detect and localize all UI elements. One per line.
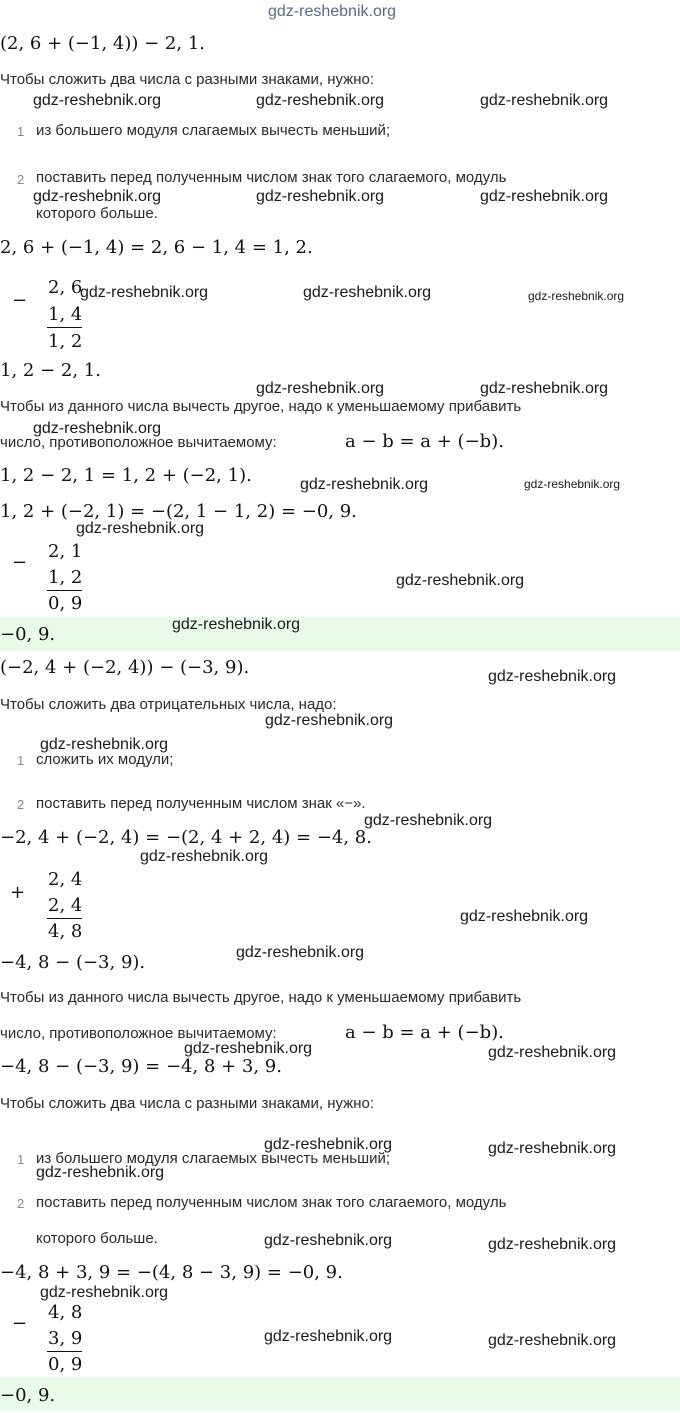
part2-sub-rule-a: Чтобы из данного числа вычесть другое, надо к уменьшаемому прибавить xyxy=(0,989,522,1006)
part2-col2-result: 0, 9 xyxy=(48,1354,83,1375)
part2-rule2-step2-text: поставить перед полученным числом знак того слагаемого, модуль xyxy=(36,1194,507,1211)
part2-step1-number: 1 xyxy=(17,753,25,768)
part1-expression: (2, 6 + (−1, 4)) − 2, 1. xyxy=(0,33,205,54)
watermark: gdz-reshebnik.org xyxy=(396,572,525,589)
watermark: gdz-reshebnik.org xyxy=(172,616,301,633)
part2-rule2-title: Чтобы сложить два числа с разными знаками, нужно: xyxy=(0,1095,374,1112)
watermark: gdz-reshebnik.org xyxy=(528,289,625,303)
watermark: gdz-reshebnik.org xyxy=(265,712,394,729)
watermark: gdz-reshebnik.org xyxy=(184,1040,313,1057)
part2-rule2-step1-number: 1 xyxy=(17,1152,25,1167)
watermark: gdz-reshebnik.org xyxy=(256,92,385,109)
watermark: gdz-reshebnik.org xyxy=(264,1232,393,1249)
watermark: gdz-reshebnik.org xyxy=(480,188,609,205)
part2-step2-text: поставить перед полученным числом знак «−». xyxy=(36,795,366,812)
part2-rule2-step1-text: из большего модуля слагаемых вычесть меньший; xyxy=(36,1150,391,1167)
watermark: gdz-reshebnik.org xyxy=(264,1136,393,1153)
part2-col2-b: 3, 9 xyxy=(48,1328,83,1349)
part2-expression: (−2, 4 + (−2, 4)) − (−3, 9). xyxy=(0,657,250,678)
watermark: gdz-reshebnik.org xyxy=(76,520,205,537)
watermark: gdz-reshebnik.org xyxy=(488,1140,617,1157)
watermark: gdz-reshebnik.org xyxy=(256,380,385,397)
part1-col2-a: 2, 1 xyxy=(48,541,83,562)
part2-calc1: −2, 4 + (−2, 4) = −(2, 4 + 2, 4) = −4, 8. xyxy=(0,827,372,848)
part1-calc1: 2, 6 + (−1, 4) = 2, 6 − 1, 4 = 1, 2. xyxy=(0,237,313,258)
part1-step2-number: 2 xyxy=(17,172,25,187)
part1-col2-rule xyxy=(47,590,82,591)
watermark: gdz-reshebnik.org xyxy=(256,188,385,205)
answer-band-2 xyxy=(0,1377,680,1411)
part2-step1-text: сложить их модули; xyxy=(36,751,174,768)
watermark: gdz-reshebnik.org xyxy=(480,380,609,397)
watermark: gdz-reshebnik.org xyxy=(488,1236,617,1253)
part1-sub-rule-b: число, противоположное вычитаемому: xyxy=(0,434,277,451)
watermark: gdz-reshebnik.org xyxy=(80,284,209,301)
part2-col1-operator: + xyxy=(10,882,26,903)
watermark: gdz-reshebnik.org xyxy=(264,1328,393,1345)
part1-col1-operator: − xyxy=(12,290,28,311)
part2-rule2-step2-number: 2 xyxy=(17,1196,25,1211)
part2-rule-title: Чтобы сложить два отрицательных числа, надо: xyxy=(0,696,337,713)
watermark: gdz-reshebnik.org xyxy=(40,1284,169,1301)
watermark: gdz-reshebnik.org xyxy=(36,1164,165,1181)
watermark: gdz-reshebnik.org xyxy=(300,476,429,493)
part1-step2-continuation: которого больше. xyxy=(36,205,158,222)
part1-col1-rule xyxy=(47,327,82,328)
part1-col2-b: 1, 2 xyxy=(48,567,83,588)
answer-band-1 xyxy=(0,617,680,651)
part2-calc3: −4, 8 + 3, 9 = −(4, 8 − 3, 9) = −0, 9. xyxy=(0,1262,343,1283)
watermark: gdz-reshebnik.org xyxy=(33,92,162,109)
part1-step1-text: из большего модуля слагаемых вычесть меньший; xyxy=(36,122,391,139)
watermark: gdz-reshebnik.org xyxy=(488,1332,617,1349)
watermark: gdz-reshebnik.org xyxy=(488,1044,617,1061)
part1-col2-result: 0, 9 xyxy=(48,593,83,614)
watermark: gdz-reshebnik.org xyxy=(33,420,162,437)
part2-col1-a: 2, 4 xyxy=(48,869,83,890)
watermark: gdz-reshebnik.org xyxy=(364,812,493,829)
part1-calc2: 1, 2 − 2, 1 = 1, 2 + (−2, 1). xyxy=(0,465,252,486)
part2-col1-b: 2, 4 xyxy=(48,895,83,916)
watermark: gdz-reshebnik.org xyxy=(140,848,269,865)
part2-sub-formula: a − b = a + (−b). xyxy=(345,1022,504,1043)
part1-col1-a: 2, 6 xyxy=(48,277,83,298)
part2-rule2-step2-continuation: которого больше. xyxy=(36,1230,158,1247)
part2-expression2: −4, 8 − (−3, 9). xyxy=(0,952,146,973)
part2-calc2: −4, 8 − (−3, 9) = −4, 8 + 3, 9. xyxy=(0,1056,282,1077)
part1-calc3: 1, 2 + (−2, 1) = −(2, 1 − 1, 2) = −0, 9. xyxy=(0,501,357,522)
part1-sub-rule-a: Чтобы из данного числа вычесть другое, надо к уменьшаемому прибавить xyxy=(0,398,522,415)
part1-col2-operator: − xyxy=(12,552,28,573)
part1-step1-number: 1 xyxy=(17,124,25,139)
part2-answer: −0, 9. xyxy=(0,1385,56,1406)
part2-col2-a: 4, 8 xyxy=(48,1302,83,1323)
watermark: gdz-reshebnik.org xyxy=(480,92,609,109)
watermark: gdz-reshebnik.org xyxy=(236,944,365,961)
part1-rule-title: Чтобы сложить два числа с разными знаками, нужно: xyxy=(0,71,374,88)
part1-col1-b: 1, 4 xyxy=(48,304,83,325)
part2-col2-rule xyxy=(47,1351,82,1352)
watermark: gdz-reshebnik.org xyxy=(33,188,162,205)
watermark: gdz-reshebnik.org xyxy=(460,908,589,925)
part2-step2-number: 2 xyxy=(17,797,25,812)
watermark: gdz-reshebnik.org xyxy=(524,477,621,491)
part2-col1-result: 4, 8 xyxy=(48,921,83,942)
part1-col1-result: 1, 2 xyxy=(48,331,83,352)
watermark: gdz-reshebnik.org xyxy=(488,668,617,685)
part2-col1-rule xyxy=(47,918,82,919)
part2-col2-operator: − xyxy=(12,1313,28,1334)
watermark: gdz-reshebnik.org xyxy=(40,736,169,753)
top-watermark: gdz-reshebnik.org xyxy=(268,3,397,20)
part2-sub-rule-b: число, противоположное вычитаемому: xyxy=(0,1025,277,1042)
part1-answer: −0, 9. xyxy=(0,624,56,645)
watermark: gdz-reshebnik.org xyxy=(303,284,432,301)
part1-expression2: 1, 2 − 2, 1. xyxy=(0,360,101,381)
part1-step2-text: поставить перед полученным числом знак того слагаемого, модуль xyxy=(36,169,507,186)
part1-sub-formula: a − b = a + (−b). xyxy=(345,431,504,452)
